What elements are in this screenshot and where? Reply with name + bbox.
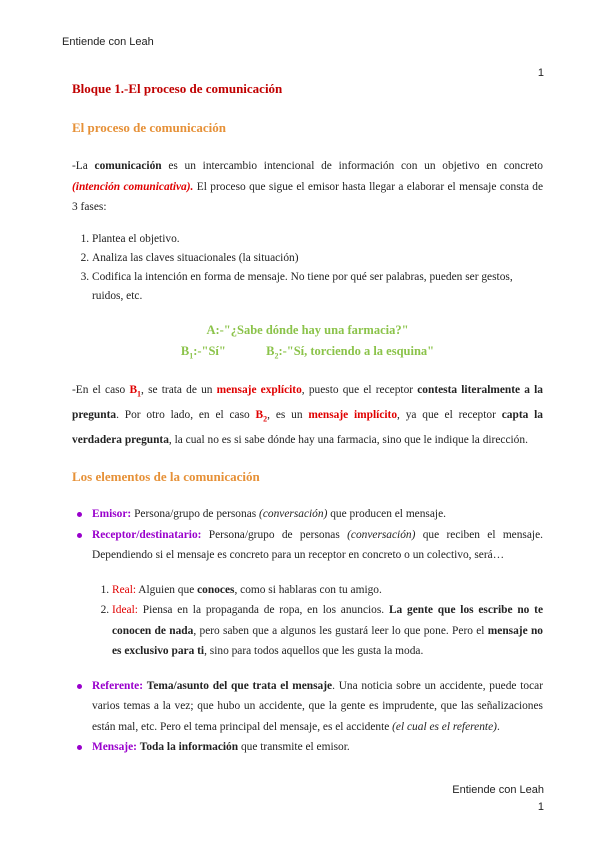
list-item: 3. Codifica la intención en forma de mensaje. No tiene por qué ser palabras, pueden ser gestos, ruidos, etc. [92,268,543,306]
phases-list [72,230,543,306]
list-item-ideal: 2. Ideal: Piensa en la propaganda de ropa, en los anuncios. La gente que los escribe no te conocen de nada, pero saben que a algunos les gustará leer lo que pone. Pero el mensaje no es exclusivo para ti, sino para todos aquellos que les gusta la moda. [112,600,543,662]
paragraph-explanation: -En el caso $B_1$, se trata de un mensaje explícito, puesto que el receptor contesta literalmente a la pregunta. Por otro lado, en el caso $B_2$, es un mensaje implícito, ya que el receptor capta la verdadera pregunta, la cual no es si sabe dónde hay una farmacia, sino que le indique la dirección. [72,384,543,446]
section-heading-elements: Los elementos de la comunicación [72,469,260,485]
paragraph-definition: -La comunicación es un intercambio intencional de información con un objetivo en concreto (intención comunicativa). El proceso que sigue el emisor hasta llegar a elaborar el mensaje consta de 3 fases: [72,160,543,213]
page-number-top: 1 [537,67,544,79]
bullet-icon [77,512,82,517]
page-footer [452,782,544,816]
section-heading-process: El proceso de comunicación [72,120,226,135]
list-item-receptor: Receptor/destinatario: Persona/grupo de personas (conversación) que reciben el mensaje. Dependiendo si el mensaje es concreto para un receptor en concreto o un colectivo, será… [72,525,543,566]
page-header: Entiende con Leah [62,36,154,48]
bullet-icon [77,533,82,538]
list-item-referente: Referente: Tema/asunto del que trata el mensaje. Una noticia sobre un accidente, puede tocar varios temas a la vez; que hubo un accidente, que la gente es imprudente, que las señalizaciones están mal, etc. Pero el tema principal del mensaje, es el accidente (el cual es el referente). [72,676,543,738]
bullet-icon [77,684,82,689]
list-item-real: 1. Real: Alguien que conoces, como si hablaras con tu amigo. [112,580,543,601]
page-number-bottom: 1 [537,801,544,813]
dialog-line-a: A:-"¿Sabe dónde hay una farmacia?" [206,322,409,337]
list-item: 2. Analiza las claves situacionales (la situación) [92,249,543,268]
dialog-example [72,320,543,367]
list-item-mensaje: Mensaje: Toda la información que transmite el emisor. [72,737,543,758]
list-item: 1. Plantea el objetivo. [92,230,543,249]
elements-list [72,504,543,566]
document-body [72,80,543,758]
dialog-line-b: $B_1:-"Sí$" $B_2:-"Sí$, torciendo a la esquina" [180,343,435,360]
main-heading: Bloque 1.-El proceso de comunicación [72,81,283,96]
receptor-types-list [72,580,543,662]
bullet-icon [77,745,82,750]
footer-title: Entiende con Leah [452,784,544,796]
elements-list-continued [72,676,543,758]
list-item-emisor: Emisor: Persona/grupo de personas (conversación) que producen el mensaje. [72,504,543,525]
